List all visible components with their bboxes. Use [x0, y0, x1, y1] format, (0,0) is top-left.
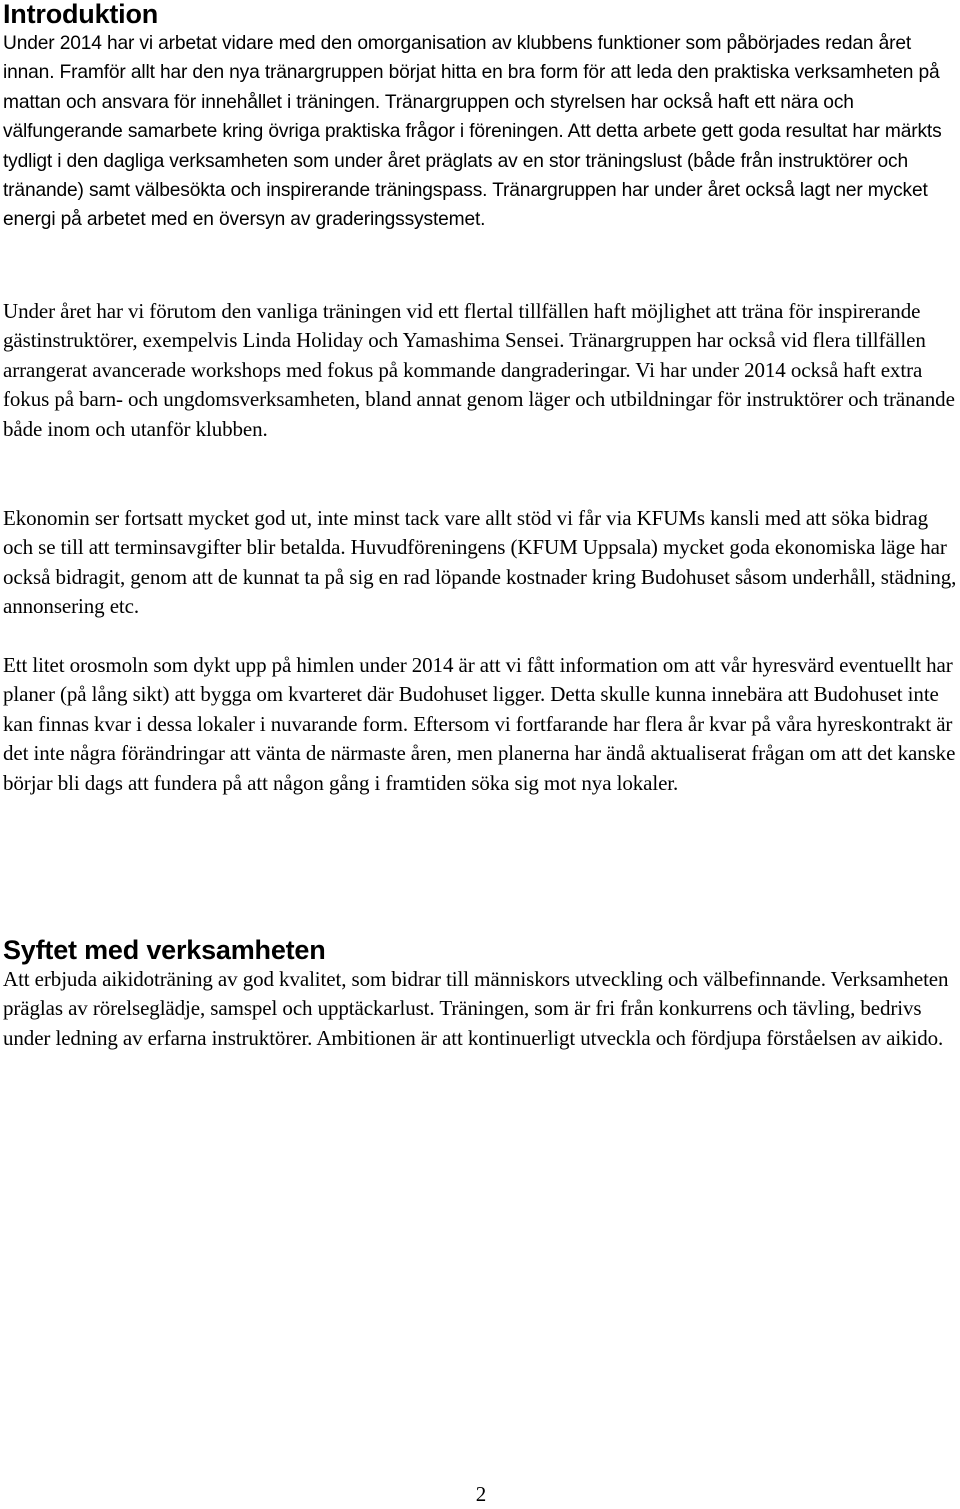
- intro-paragraph-2-block: [3, 297, 957, 444]
- intro-paragraph-3-block: [3, 504, 957, 622]
- intro-paragraph-4: Ett litet orosmoln som dykt upp på himlen under 2014 är att vi fått information om att vår hyresvärd eventuellt har planer (på lång sikt) att bygga om kvarteret där Budohuset ligger. Detta skulle kunna innebära att Budohuset inte kan finnas kvar i dessa lokaler i nuvarande form. Eftersom vi fortfarande har flera år kvar på våra hyreskontrakt är det inte några förändringar att vänta de närmaste åren, men planerna har ändå aktualiserat frågan om att det kanske börjar bli dags att fundera på att någon gång i framtiden söka sig mot nya lokaler.: [3, 653, 956, 795]
- section-heading-introduktion: Introduktion: [3, 0, 159, 29]
- page-number-footer: [0, 1482, 960, 1506]
- syfte-section: [3, 935, 957, 1053]
- intro-section: [3, 0, 957, 235]
- section-heading-syftet: Syftet med verksamheten: [3, 935, 326, 965]
- intro-paragraph-3: Ekonomin ser fortsatt mycket god ut, inte minst tack vare allt stöd vi får via KFUMs kansli med att söka bidrag och se till att terminsavgifter blir betalda. Huvudföreningens (KFUM Uppsala) mycket goda ekonomiska läge har också bidragit, genom att de kunnat ta på sig en rad löpande kostnader kring Budohuset såsom underhåll, städning, annonsering etc.: [3, 506, 957, 619]
- syfte-paragraph-1: Att erbjuda aikidoträning av god kvalitet, som bidrar till människors utveckling och välbefinnande. Verksamheten präglas av rörelseglädje, samspel och upptäckarlust. Träningen, som är fri från konkurrens och tävling, bedrivs under ledning av erfarna instruktörer. Ambitionen är att kontinuerligt utveckla och fördjupa förståelsen av aikido.: [3, 967, 949, 1050]
- intro-paragraph-4-block: [3, 651, 957, 798]
- intro-paragraph-2: Under året har vi förutom den vanliga träningen vid ett flertal tillfällen haft möjlighet att träna för inspirerande gästinstruktörer, exempelvis Linda Holiday och Yamashima Sensei. Tränargruppen har också vid flera tillfällen arrangerat avancerade workshops med fokus på kommande dangraderingar. Vi har under 2014 också haft extra fokus på barn- och ungdomsverksamheten, bland annat genom läger och utbildningar för instruktörer och tränande både inom och utanför klubben.: [3, 299, 955, 441]
- intro-paragraph-1: Under 2014 har vi arbetat vidare med den omorganisation av klubbens funktioner som påbörjades redan året innan. Framför allt har den nya tränargruppen börjat hitta en bra form för att leda den praktiska verksamheten på mattan och ansvara för innehållet i träningen. Tränargruppen och styrelsen har också haft ett nära och välfungerande samarbete kring övriga praktiska frågor i föreningen. Att detta arbete gett goda resultat har märkts tydligt i den dagliga verksamheten som under året präglats av en stor träningslust (både från instruktörer och tränande) samt välbesökta och inspirerande träningspass. Tränargruppen har under året också lagt ner mycket energi på arbetet med en översyn av graderingssystemet.: [3, 33, 942, 231]
- page-number: 2: [475, 1482, 487, 1506]
